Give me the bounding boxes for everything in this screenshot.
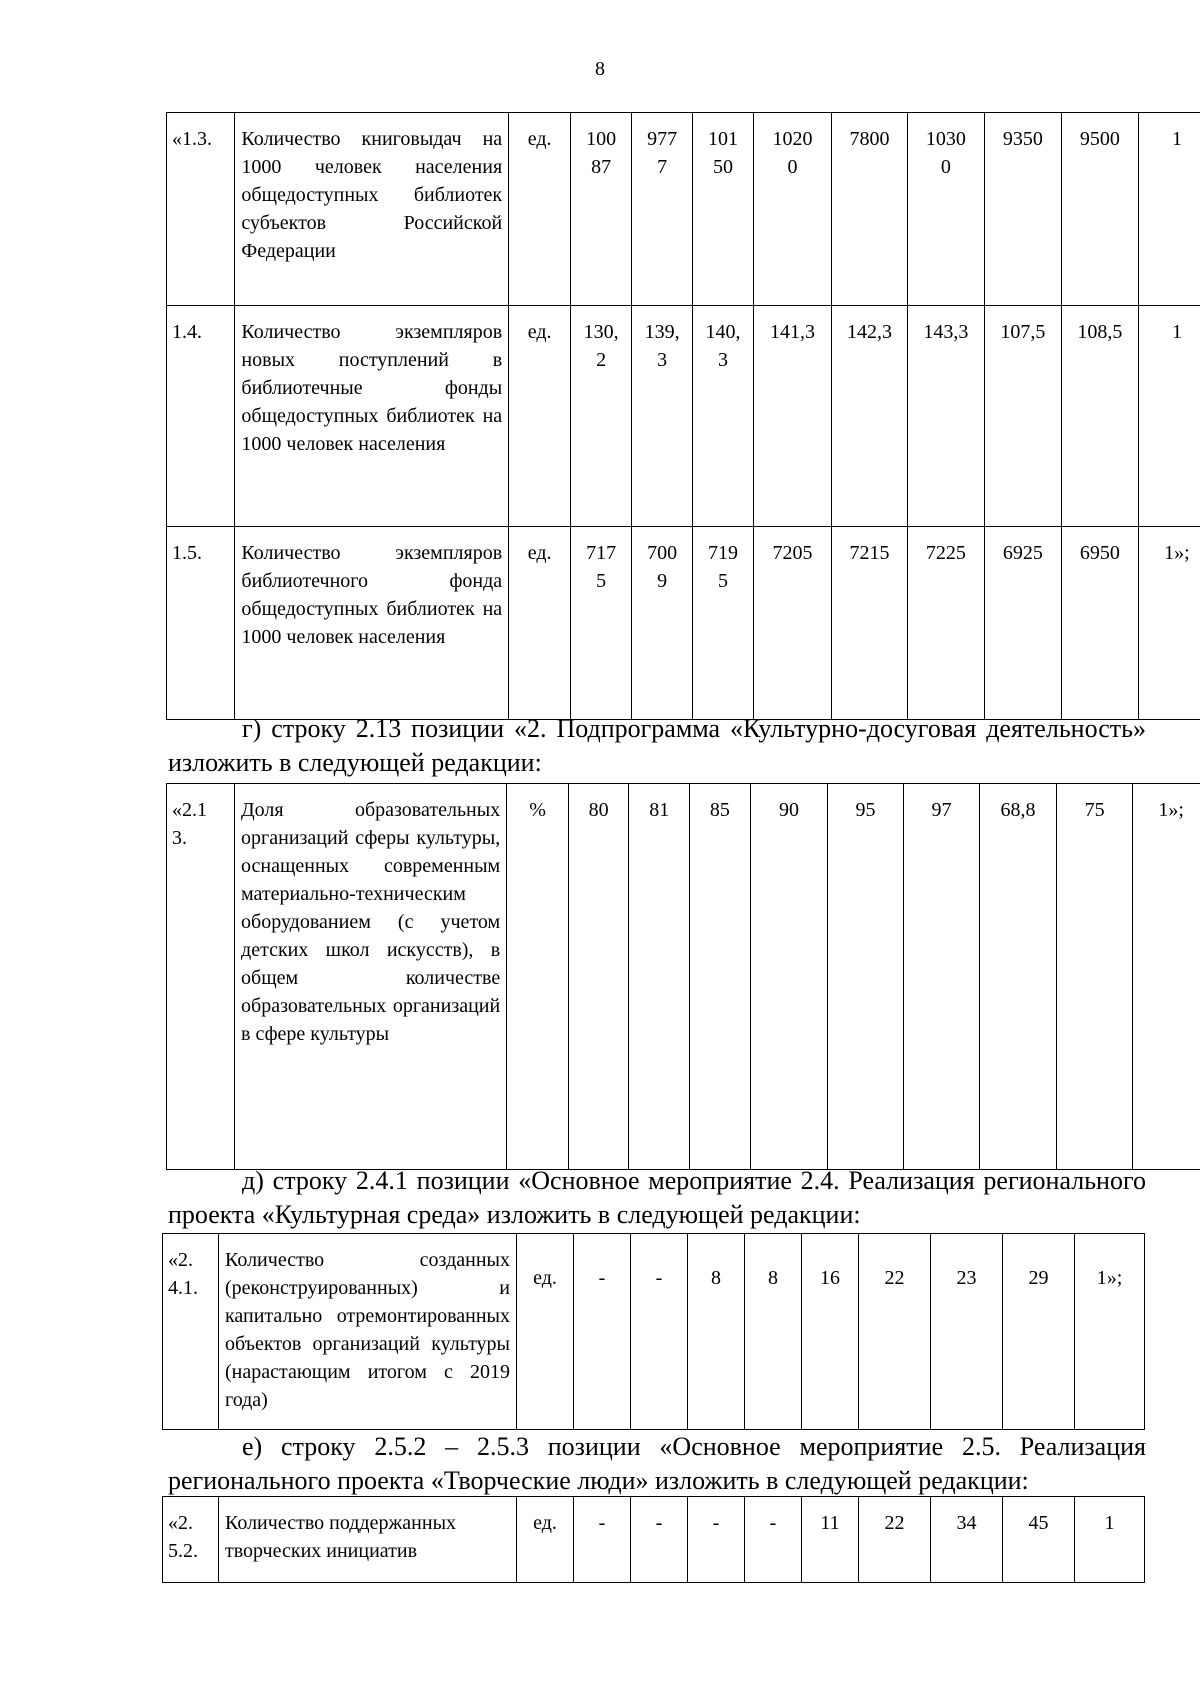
value-cell: 16 (802, 1234, 859, 1430)
unit-cell: ед. (509, 306, 571, 527)
paragraph-d-text: д) строку 2.4.1 позиции «Основное мероприятие 2.4. Реализация регионального проекта «Культурная среда» изложить в следующей редакции: (168, 1166, 1146, 1229)
value-cell: 80 (568, 784, 629, 1170)
row-number: 1.4. (167, 306, 235, 527)
paragraph-g (168, 712, 1146, 780)
value-cell: 101 50 (693, 113, 754, 306)
row-number: «2.1 3. (167, 784, 235, 1170)
value-cell: - (745, 1497, 802, 1583)
value-cell: 1 (1075, 1497, 1145, 1583)
value-cell: 97 (903, 784, 980, 1170)
table-row (163, 1234, 1145, 1430)
value-cell: - (688, 1497, 745, 1583)
indicator-name: Количество созданных (реконструированных) и капитально отремонтированных объектов организаций культуры (нарастающим итогом с 2019 года) (219, 1234, 517, 1430)
value-cell: 9500 (1061, 113, 1138, 306)
unit-cell: % (507, 784, 569, 1170)
value-cell: 130, 2 (571, 306, 632, 527)
unit-cell: ед. (509, 113, 571, 306)
indicators-table-cultural-environment (162, 1233, 1145, 1430)
value-cell: - (574, 1497, 631, 1583)
paragraph-e (168, 1430, 1146, 1498)
value-cell: 8 (688, 1234, 745, 1430)
value-cell: 81 (629, 784, 690, 1170)
value-cell: 22 (859, 1497, 931, 1583)
value-cell: 6950 (1061, 527, 1138, 720)
value-cell: 9350 (984, 113, 1061, 306)
indicator-name: Количество экземпляров библиотечного фонда общедоступных библиотек на 1000 человек населения (235, 527, 509, 720)
value-cell: 717 5 (571, 527, 632, 720)
paragraph-e-text: е) строку 2.5.2 – 2.5.3 позиции «Основное мероприятие 2.5. Реализация регионального проекта «Творческие люди» изложить в следующей редакции: (168, 1432, 1146, 1495)
table-row (167, 527, 1200, 720)
table-row (167, 306, 1200, 527)
value-cell: 23 (931, 1234, 1003, 1430)
table-row (167, 113, 1200, 306)
value-cell: - (631, 1497, 688, 1583)
value-cell: 7225 (907, 527, 984, 720)
value-cell: - (574, 1234, 631, 1430)
unit-cell: ед. (517, 1497, 574, 1583)
value-cell: 29 (1003, 1234, 1075, 1430)
value-cell: 34 (931, 1497, 1003, 1583)
value-cell: 1020 0 (753, 113, 831, 306)
indicator-name: Количество экземпляров новых поступлений в библиотечные фонды общедоступных библиотек на 1000 человек населения (235, 306, 509, 527)
value-cell: 45 (1003, 1497, 1075, 1583)
value-cell: 977 7 (632, 113, 693, 306)
value-cell: 1»; (1138, 527, 1200, 720)
value-cell: 7800 (832, 113, 908, 306)
paragraph-g-text: г) строку 2.13 позиции «2. Подпрограмма «Культурно-досуговая деятельность» изложить в следующей редакции: (168, 714, 1146, 777)
value-cell: 7215 (832, 527, 908, 720)
value-cell: 11 (802, 1497, 859, 1583)
value-cell: 6925 (984, 527, 1061, 720)
value-cell: 700 9 (632, 527, 693, 720)
value-cell: 75 (1056, 784, 1133, 1170)
value-cell: 68,8 (980, 784, 1057, 1170)
paragraph-d (168, 1164, 1146, 1232)
value-cell: 90 (750, 784, 828, 1170)
value-cell: 140, 3 (693, 306, 754, 527)
value-cell: 142,3 (832, 306, 908, 527)
value-cell: 139, 3 (632, 306, 693, 527)
value-cell: 107,5 (984, 306, 1061, 527)
indicator-name: Количество поддержанных творческих инициатив (219, 1497, 517, 1583)
value-cell: 1 (1138, 306, 1200, 527)
value-cell: 1»; (1133, 784, 1200, 1170)
value-cell: 22 (859, 1234, 931, 1430)
unit-cell: ед. (517, 1234, 574, 1430)
indicators-table-culture-leisure (166, 783, 1200, 1170)
table-row (163, 1497, 1145, 1583)
indicators-table-library (166, 112, 1200, 720)
indicators-table-creative-people (162, 1496, 1145, 1583)
indicator-name: Доля образовательных организаций сферы культуры, оснащенных современным материально-техническим оборудованием (с учетом детских школ искусств), в общем количестве образовательных организаций в сфере культуры (235, 784, 507, 1170)
indicator-name: Количество книговыдач на 1000 человек населения общедоступных библиотек субъектов Российской Федерации (235, 113, 509, 306)
value-cell: 100 87 (571, 113, 632, 306)
value-cell: 85 (690, 784, 751, 1170)
row-number: 1.5. (167, 527, 235, 720)
row-number: «1.3. (167, 113, 235, 306)
row-number: «2. 4.1. (163, 1234, 219, 1430)
row-number: «2. 5.2. (163, 1497, 219, 1583)
value-cell: 95 (828, 784, 903, 1170)
value-cell: 719 5 (693, 527, 754, 720)
unit-cell: ед. (509, 527, 571, 720)
value-cell: 1030 0 (907, 113, 984, 306)
value-cell: 7205 (753, 527, 831, 720)
value-cell: 143,3 (907, 306, 984, 527)
value-cell: 1 (1138, 113, 1200, 306)
table-row (167, 784, 1200, 1170)
value-cell: 1»; (1075, 1234, 1145, 1430)
page-number: 8 (595, 58, 605, 80)
value-cell: 108,5 (1061, 306, 1138, 527)
value-cell: 141,3 (753, 306, 831, 527)
value-cell: - (631, 1234, 688, 1430)
value-cell: 8 (745, 1234, 802, 1430)
